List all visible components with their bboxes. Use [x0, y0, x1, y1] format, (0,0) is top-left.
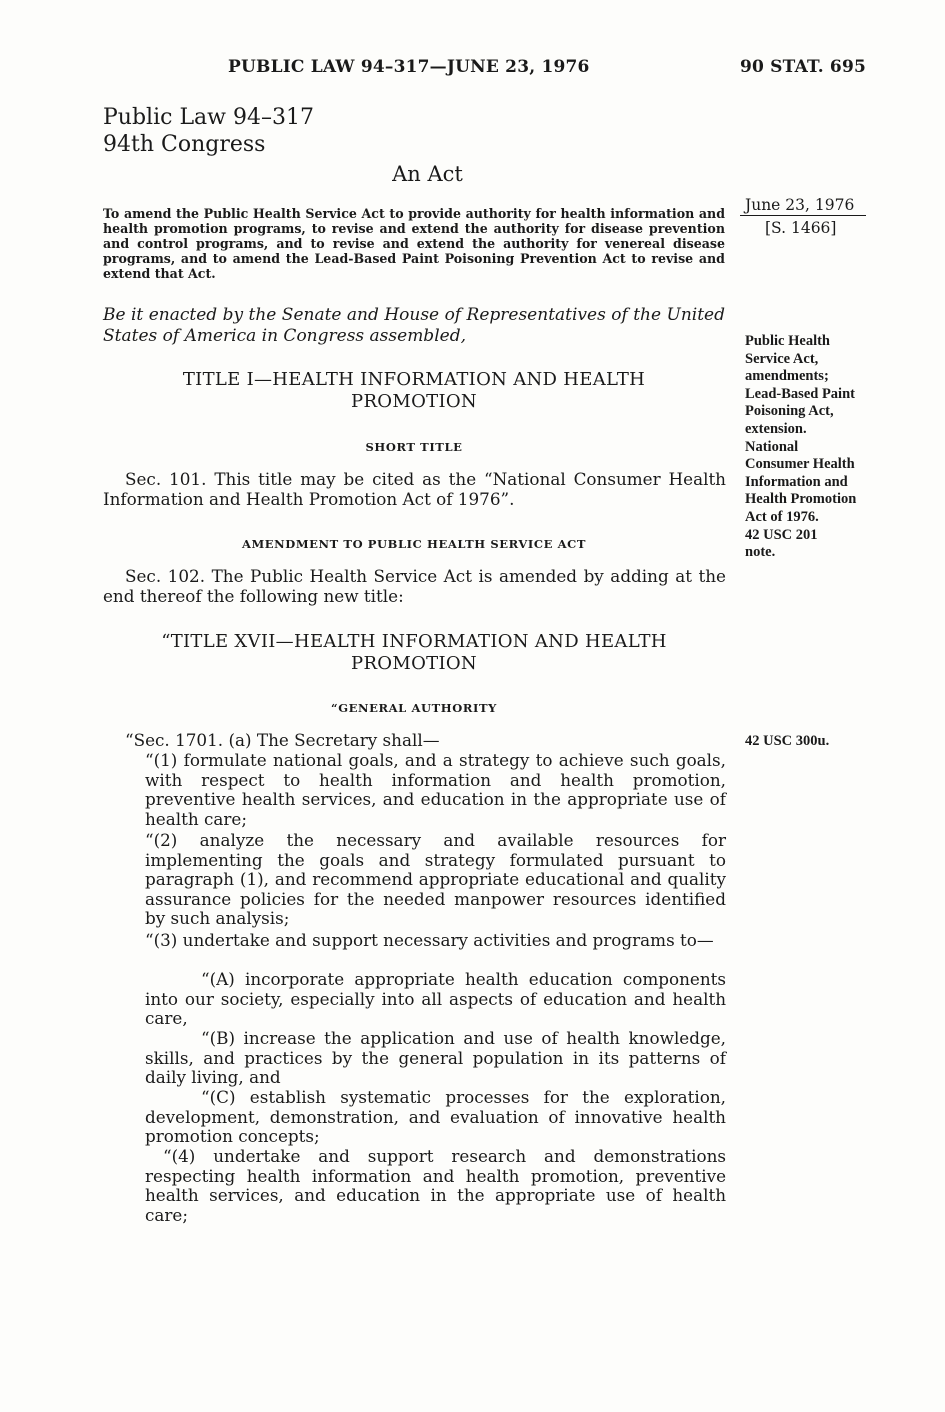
paragraph-4-text: “(4) undertake and support research and demonstrations respecting health information and health promotion, preventive health services, and education in the appropriate use of health care;: [145, 1146, 726, 1225]
title-one-heading-line2: PROMOTION: [351, 391, 477, 412]
margin-note-line: Service Act,: [745, 350, 819, 367]
long-title: To amend the Public Health Service Act to provide authority for health information and health promotion programs, to revise and extend the authority for disease prevention and control programs, and to revise and extend the authority for venereal disease programs, and to amend the Lead-Based Paint Poisoning Prevention Act to revise and extend that Act.: [103, 206, 725, 281]
act-heading: An Act: [392, 162, 463, 186]
margin-note-line: note.: [745, 544, 776, 561]
section-101-number: Sec. 101.: [125, 469, 207, 489]
subparagraph-b-text: “(B) increase the application and use of health knowledge, skills, and practices by the general population in its patterns of daily living, and: [145, 1028, 726, 1087]
title-seventeen-heading-line2: PROMOTION: [351, 653, 477, 674]
margin-note-line: National: [745, 438, 799, 455]
section-1701: [103, 731, 726, 751]
section-102: [103, 567, 726, 606]
margin-note-usc-citation: 42 USC 300u.: [745, 733, 830, 749]
title-seventeen-heading-line1: “TITLE XVII—HEALTH INFORMATION AND HEALTH: [161, 631, 667, 652]
approval-date-rule: [740, 215, 866, 216]
subparagraph-a: [145, 970, 726, 1029]
section-1701-text: (a) The Secretary shall—: [228, 730, 440, 750]
margin-note-line: 42 USC 201: [745, 526, 818, 543]
bill-number: [S. 1466]: [765, 219, 837, 237]
margin-note-line: extension.: [745, 420, 807, 437]
law-identification: [103, 104, 314, 158]
paragraph-2: [145, 831, 726, 929]
subparagraph-c: [145, 1088, 726, 1147]
title-seventeen-heading: [103, 631, 725, 675]
margin-note-line: Public Health: [745, 333, 830, 349]
margin-note-line: Act of 1976.: [745, 508, 819, 525]
section-101: [103, 470, 726, 509]
paragraph-3: [145, 931, 726, 951]
paragraph-3-text: “(3) undertake and support necessary activities and programs to—: [145, 930, 714, 950]
enacting-clause: Be it enacted by the Senate and House of Representatives of the United States of America in Congress assembled,: [103, 305, 725, 346]
short-title-heading: SHORT TITLE: [365, 440, 463, 454]
margin-note-line: Consumer Health: [745, 456, 855, 473]
amendment-heading: AMENDMENT TO PUBLIC HEALTH SERVICE ACT: [241, 537, 587, 551]
subparagraph-a-text: “(A) incorporate appropriate health education components into our society, especially into all aspects of education and health care,: [145, 969, 726, 1028]
margin-note-line: Health Promotion: [745, 491, 857, 508]
section-101-text: This title may be cited as the “National Consumer Health Information and Health Promotion Act of 1976”.: [103, 469, 726, 509]
public-law-number: Public Law 94–317: [103, 105, 314, 130]
margin-note-line: Poisoning Act,: [745, 403, 834, 420]
running-head-title: PUBLIC LAW 94–317—JUNE 23, 1976: [228, 57, 590, 77]
paragraph-4: [145, 1147, 726, 1225]
title-one-heading-line1: TITLE I—HEALTH INFORMATION AND HEALTH: [182, 369, 646, 390]
paragraph-1: [145, 751, 726, 829]
section-1701-number: “Sec. 1701.: [125, 730, 224, 750]
margin-note-line: Information and: [745, 473, 848, 490]
paragraph-2-text: “(2) analyze the necessary and available resources for implementing the goals and strategy formulated pursuant to paragraph (1), and recommend appropriate educational and quality assurance policies for the needed manpower resources identified by such analysis;: [145, 830, 726, 928]
margin-note-line: Lead-Based Paint: [745, 385, 855, 402]
subparagraph-c-text: “(C) establish systematic processes for the exploration, development, demonstration, and evaluation of innovative health promotion concepts;: [145, 1087, 726, 1146]
section-102-number: Sec. 102.: [125, 566, 206, 586]
section-102-text: The Public Health Service Act is amended by adding at the end thereof the following new title:: [103, 566, 726, 606]
general-authority-heading: “GENERAL AUTHORITY: [331, 701, 497, 715]
title-one-heading: [103, 369, 725, 413]
paragraph-1-text: “(1) formulate national goals, and a strategy to achieve such goals, with respect to health information and health promotion, preventive health services, and education in the appropriate use of health care;: [145, 750, 726, 829]
statute-page-reference: 90 STAT. 695: [740, 57, 867, 77]
subparagraph-b: [145, 1029, 726, 1088]
margin-note-line: amendments;: [745, 368, 829, 385]
approval-date: June 23, 1976: [745, 196, 855, 214]
congress-number: 94th Congress: [103, 132, 266, 157]
margin-note-amendments: [745, 333, 875, 562]
